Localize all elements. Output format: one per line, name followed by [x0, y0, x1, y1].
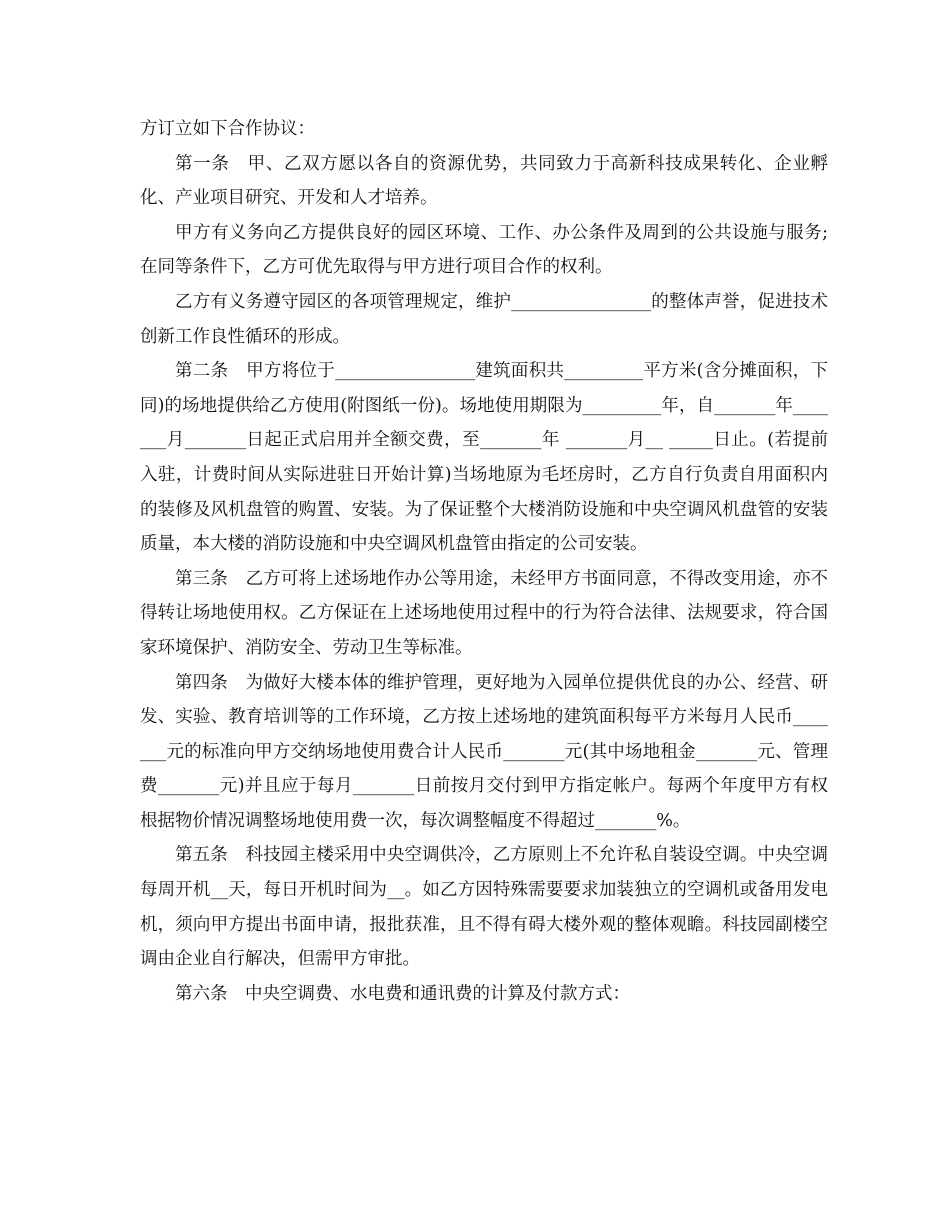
- paragraph-intro: 方订立如下合作协议：: [140, 119, 315, 139]
- paragraph-article-3: 第三条 乙方可将上述场地作办公等用途，未经甲方书面同意，不得改变用途，亦不得转让场地使用权。乙方保证在上述场地使用过程中的行为符合法律、法规要求，符合国家环境保护、消防安全、劳动卫生等标准。: [140, 568, 828, 658]
- paragraph-article-5: 第五条 科技园主楼采用中央空调供冷，乙方原则上不允许私自装设空调。中央空调每周开机__天，每日开机时间为__。如乙方因特殊需要要求加装独立的空调机或备用发电机，须向甲方提出书面申请，报批获准，且不得有碍大楼外观的整体观瞻。科技园副楼空调由企业自行解决，但需甲方审批。: [140, 845, 828, 970]
- paragraph-article-2: 第二条 甲方将位于________________建筑面积共_________平方米(含分摊面积，下同)的场地提供给乙方使用(附图纸一份)。场地使用期限为_________年，自_______年_______月_______日起正式启用并全额交费，至_______年 _______月__ _____日止。(若提前入驻，计费时间从实际进驻日开始计算)当场地原为毛坯房时，乙方自行负责自用面积内的装修及风机盘管的购置、安装。为了保证整个大楼消防设施和中央空调风机盘管的安装质量，本大楼的消防设施和中央空调风机盘管由指定的公司安装。: [140, 361, 828, 555]
- paragraph-article-4: 第四条 为做好大楼本体的维护管理，更好地为入园单位提供优良的办公、经营、研发、实验、教育培训等的工作环境，乙方按上述场地的建筑面积每平方米每月人民币_______元的标准向甲方交纳场地使用费合计人民币_______元(其中场地租金_______元、管理费_______元)并且应于每月_______日前按月交付到甲方指定帐户。每两个年度甲方有权根据物价情况调整场地使用费一次，每次调整幅度不得超过_______%。: [140, 672, 828, 831]
- paragraph-party-b-duty: 乙方有义务遵守园区的各项管理规定，维护________________的整体声誉，促进技术创新工作良性循环的形成。: [140, 291, 828, 347]
- paragraph-party-a-duty: 甲方有义务向乙方提供良好的园区环境、工作、办公条件及周到的公共设施与服务;在同等条件下，乙方可优先取得与甲方进行项目合作的权利。: [140, 222, 828, 278]
- paragraph-article-6: 第六条 中央空调费、水电费和通讯费的计算及付款方式：: [175, 983, 630, 1004]
- agreement-body: [140, 112, 828, 1011]
- paragraph-article-1: 第一条 甲、乙双方愿以各自的资源优势，共同致力于高新科技成果转化、企业孵化、产业项目研究、开发和人才培养。: [140, 153, 828, 209]
